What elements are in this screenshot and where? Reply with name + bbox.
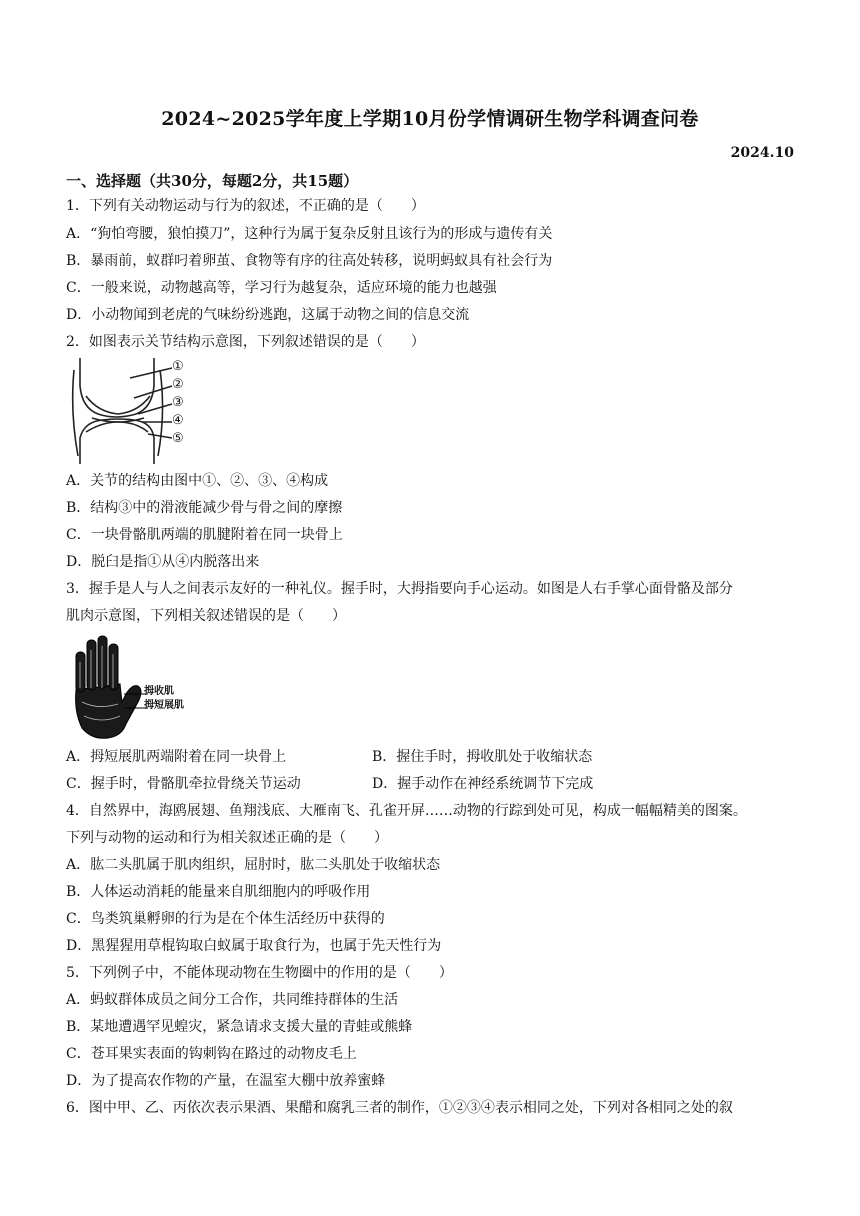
- question-3-option-b: B．握住手时，拇收肌处于收缩状态: [372, 749, 593, 765]
- question-3-option-d: D．握手动作在神经系统调节下完成: [372, 776, 594, 792]
- question-4-option-a: A．肱二头肌属于肌肉组织，屈肘时，肱二头肌处于收缩状态: [66, 857, 441, 873]
- question-6-stem: 6．图中甲、乙、丙依次表示果酒、果醋和腐乳三者的制作，①②③④表示相同之处，下列对各相同之处的叙: [66, 1100, 733, 1116]
- muscle-label-adductor: 拇收肌: [144, 686, 174, 697]
- question-1-option-a: A．“狗怕弯腰，狼怕摸刀”，这种行为属于复杂反射且该行为的形成与遗传有关: [66, 226, 553, 242]
- joint-label-4: ④: [172, 413, 184, 428]
- joint-label-2: ②: [172, 377, 184, 392]
- question-4-stem-line-2: 下列与动物的运动和行为相关叙述正确的是（ ）: [66, 830, 388, 846]
- question-3-option-a: A．拇短展肌两端附着在同一块骨上: [66, 749, 287, 765]
- joint-label-1: ①: [172, 359, 184, 374]
- exam-date: 2024.10: [730, 145, 794, 161]
- question-5-stem: 5．下列例子中，不能体现动物在生物圈中的作用的是（ ）: [66, 965, 453, 981]
- question-1-stem: 1．下列有关动物运动与行为的叙述，不正确的是（ ）: [66, 198, 425, 214]
- question-4-stem-line-1: 4．自然界中，海鸥展翅、鱼翔浅底、大雁南飞、孔雀开屏……动物的行踪到处可见，构成一幅幅精美的图案。: [66, 803, 747, 819]
- question-1-option-d: D．小动物闻到老虎的气味纷纷逃跑，这属于动物之间的信息交流: [66, 307, 470, 323]
- joint-label-3: ③: [172, 395, 184, 410]
- question-5-option-b: B．某地遭遇罕见蝗灾，紧急请求支援大量的青蛙或熊蜂: [66, 1019, 413, 1035]
- hand-muscle-diagram: [68, 632, 148, 742]
- joint-label-5: ⑤: [172, 431, 184, 446]
- question-5-option-d: D．为了提高农作物的产量，在温室大棚中放养蜜蜂: [66, 1073, 386, 1089]
- question-2-option-a: A．关节的结构由图中①、②、③、④构成: [66, 473, 329, 489]
- question-2-stem: 2．如图表示关节结构示意图，下列叙述错误的是（ ）: [66, 334, 425, 350]
- question-4-option-b: B．人体运动消耗的能量来自肌细胞内的呼吸作用: [66, 884, 371, 900]
- question-4-option-c: C．鸟类筑巢孵卵的行为是在个体生活经历中获得的: [66, 911, 385, 927]
- section-heading: 一、选择题（共30分，每题2分，共15题）: [66, 172, 359, 190]
- question-3-stem-line-1: 3．握手是人与人之间表示友好的一种礼仪。握手时，大拇指要向手心运动。如图是人右手掌心面骨骼及部分: [66, 581, 733, 597]
- question-5-option-a: A．蚂蚁群体成员之间分工合作，共同维持群体的生活: [66, 992, 399, 1008]
- question-1-option-b: B．暴雨前，蚁群叼着卵茧、食物等有序的往高处转移，说明蚂蚁具有社会行为: [66, 253, 553, 269]
- question-2-option-c: C．一块骨骼肌两端的肌腱附着在同一块骨上: [66, 527, 343, 543]
- page-title: 2024~2025学年度上学期10月份学情调研生物学科调查问卷: [161, 108, 699, 130]
- question-1-option-c: C．一般来说，动物越高等，学习行为越复杂，适应环境的能力也越强: [66, 280, 497, 296]
- question-3-option-c: C．握手时，骨骼肌牵拉骨绕关节运动: [66, 776, 301, 792]
- question-3-stem-line-2: 肌肉示意图，下列相关叙述错误的是（ ）: [66, 608, 346, 624]
- question-2-option-d: D．脱臼是指①从④内脱落出来: [66, 554, 260, 570]
- muscle-label-abductor: 拇短展肌: [144, 700, 184, 711]
- question-4-option-d: D．黑猩猩用草棍钩取白蚁属于取食行为，也属于先天性行为: [66, 938, 442, 954]
- question-5-option-c: C．苍耳果实表面的钩刺钩在路过的动物皮毛上: [66, 1046, 357, 1062]
- question-2-option-b: B．结构③中的滑液能减少骨与骨之间的摩擦: [66, 500, 343, 516]
